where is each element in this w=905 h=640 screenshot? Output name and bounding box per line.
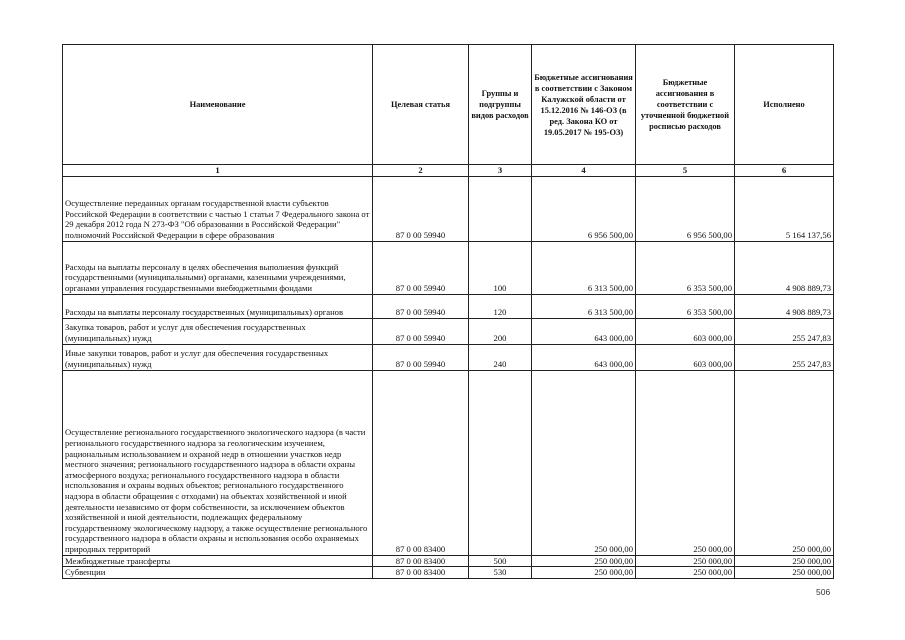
row-law-amount: 643 000,00 xyxy=(532,344,636,370)
row-name: Закупка товаров, работ и услуг для обеспечения государственных (муниципальных) нужд xyxy=(63,318,373,344)
column-number: 5 xyxy=(636,165,735,177)
table-row xyxy=(63,241,834,294)
row-refined-amount: 6 353 500,00 xyxy=(636,241,735,294)
row-law-amount: 250 000,00 xyxy=(532,567,636,579)
row-refined-amount: 250 000,00 xyxy=(636,555,735,567)
table-row xyxy=(63,344,834,370)
row-executed-amount: 255 247,83 xyxy=(735,318,834,344)
header-refined-assignments: Бюджетные ассигнования в соответствии с уточненной бюджетной росписью расходов xyxy=(636,45,735,165)
row-target-code: 87 0 00 59940 xyxy=(373,294,469,318)
header-row xyxy=(63,45,834,165)
row-group: 200 xyxy=(469,318,532,344)
row-law-amount: 643 000,00 xyxy=(532,318,636,344)
header-executed: Исполнено xyxy=(735,45,834,165)
row-law-amount: 6 313 500,00 xyxy=(532,294,636,318)
row-name: Межбюджетные трансферты xyxy=(63,555,373,567)
row-target-code: 87 0 00 59940 xyxy=(373,318,469,344)
table-row xyxy=(63,294,834,318)
row-law-amount: 6 313 500,00 xyxy=(532,241,636,294)
row-refined-amount: 6 956 500,00 xyxy=(636,176,735,241)
header-law-assignments: Бюджетные ассигнования в соответствии с Законом Калужской области от 15.12.2016 № 146-ОЗ (в ред. Закона КО от 19.05.2017 № 195-ОЗ) xyxy=(532,45,636,165)
row-name: Иные закупки товаров, работ и услуг для обеспечения государственных (муниципальных) нужд xyxy=(63,344,373,370)
row-target-code: 87 0 00 59940 xyxy=(373,241,469,294)
row-group xyxy=(469,176,532,241)
table-row xyxy=(63,318,834,344)
header-expense-groups: Группы и подгруппы видов расходов xyxy=(469,45,532,165)
column-number-row xyxy=(63,165,834,177)
row-group: 120 xyxy=(469,294,532,318)
row-executed-amount: 5 164 137,56 xyxy=(735,176,834,241)
header-name: Наименование xyxy=(63,45,373,165)
row-refined-amount: 603 000,00 xyxy=(636,318,735,344)
column-number: 6 xyxy=(735,165,834,177)
table-row xyxy=(63,567,834,579)
row-refined-amount: 603 000,00 xyxy=(636,344,735,370)
row-target-code: 87 0 00 83400 xyxy=(373,555,469,567)
table-row xyxy=(63,176,834,241)
row-law-amount: 6 956 500,00 xyxy=(532,176,636,241)
row-refined-amount: 250 000,00 xyxy=(636,567,735,579)
row-name: Расходы на выплаты персоналу государственных (муниципальных) органов xyxy=(63,294,373,318)
row-executed-amount: 255 247,83 xyxy=(735,344,834,370)
row-target-code: 87 0 00 83400 xyxy=(373,370,469,555)
column-number: 2 xyxy=(373,165,469,177)
row-group: 500 xyxy=(469,555,532,567)
row-target-code: 87 0 00 59940 xyxy=(373,176,469,241)
row-group: 530 xyxy=(469,567,532,579)
budget-execution-table xyxy=(62,44,834,579)
row-target-code: 87 0 00 59940 xyxy=(373,344,469,370)
row-group: 240 xyxy=(469,344,532,370)
row-group: 100 xyxy=(469,241,532,294)
row-refined-amount: 6 353 500,00 xyxy=(636,294,735,318)
row-executed-amount: 4 908 889,73 xyxy=(735,241,834,294)
row-law-amount: 250 000,00 xyxy=(532,555,636,567)
row-executed-amount: 4 908 889,73 xyxy=(735,294,834,318)
table-row xyxy=(63,555,834,567)
header-target-article: Целевая статья xyxy=(373,45,469,165)
row-target-code: 87 0 00 83400 xyxy=(373,567,469,579)
row-name: Субвенции xyxy=(63,567,373,579)
row-law-amount: 250 000,00 xyxy=(532,370,636,555)
row-group xyxy=(469,370,532,555)
row-name: Осуществление переданных органам государственной власти субъектов Российской Федерации в соответствии с частью 1 статьи 7 Федерального закона от 29 декабря 2012 года N 273-ФЗ "Об образовании в Российской Федерации" полномочий Российской Федерации в сфере образования xyxy=(63,176,373,241)
page-number: 506 xyxy=(816,587,831,597)
row-name: Расходы на выплаты персоналу в целях обеспечения выполнения функций государственными (муниципальными) органами, казенными учреждениями, органами управления государственными внебюджетными фондами xyxy=(63,241,373,294)
row-executed-amount: 250 000,00 xyxy=(735,567,834,579)
column-number: 4 xyxy=(532,165,636,177)
row-name: Осуществление регионального государственного экологического надзора (в части регионального государственного надзора за геологическим изучением, рациональным использованием и охраной недр в отношении участков недр местного значения; регионального государственного надзора в области охраны атмосферного воздуха; регионального государственного надзора в области использования и охраны водных объектов; регионального государственного надзора в области обращения с отходами) на объектах хозяйственной и иной деятельности независимо от форм собственности, за исключением объектов хозяйственной и иной деятельности, подлежащих федеральному государственному экологическому надзору, а также осуществление регионального государственного надзора в области охраны и использования особо охраняемых природных территорий xyxy=(63,370,373,555)
column-number: 1 xyxy=(63,165,373,177)
row-executed-amount: 250 000,00 xyxy=(735,370,834,555)
column-number: 3 xyxy=(469,165,532,177)
row-refined-amount: 250 000,00 xyxy=(636,370,735,555)
row-executed-amount: 250 000,00 xyxy=(735,555,834,567)
table-row xyxy=(63,370,834,555)
